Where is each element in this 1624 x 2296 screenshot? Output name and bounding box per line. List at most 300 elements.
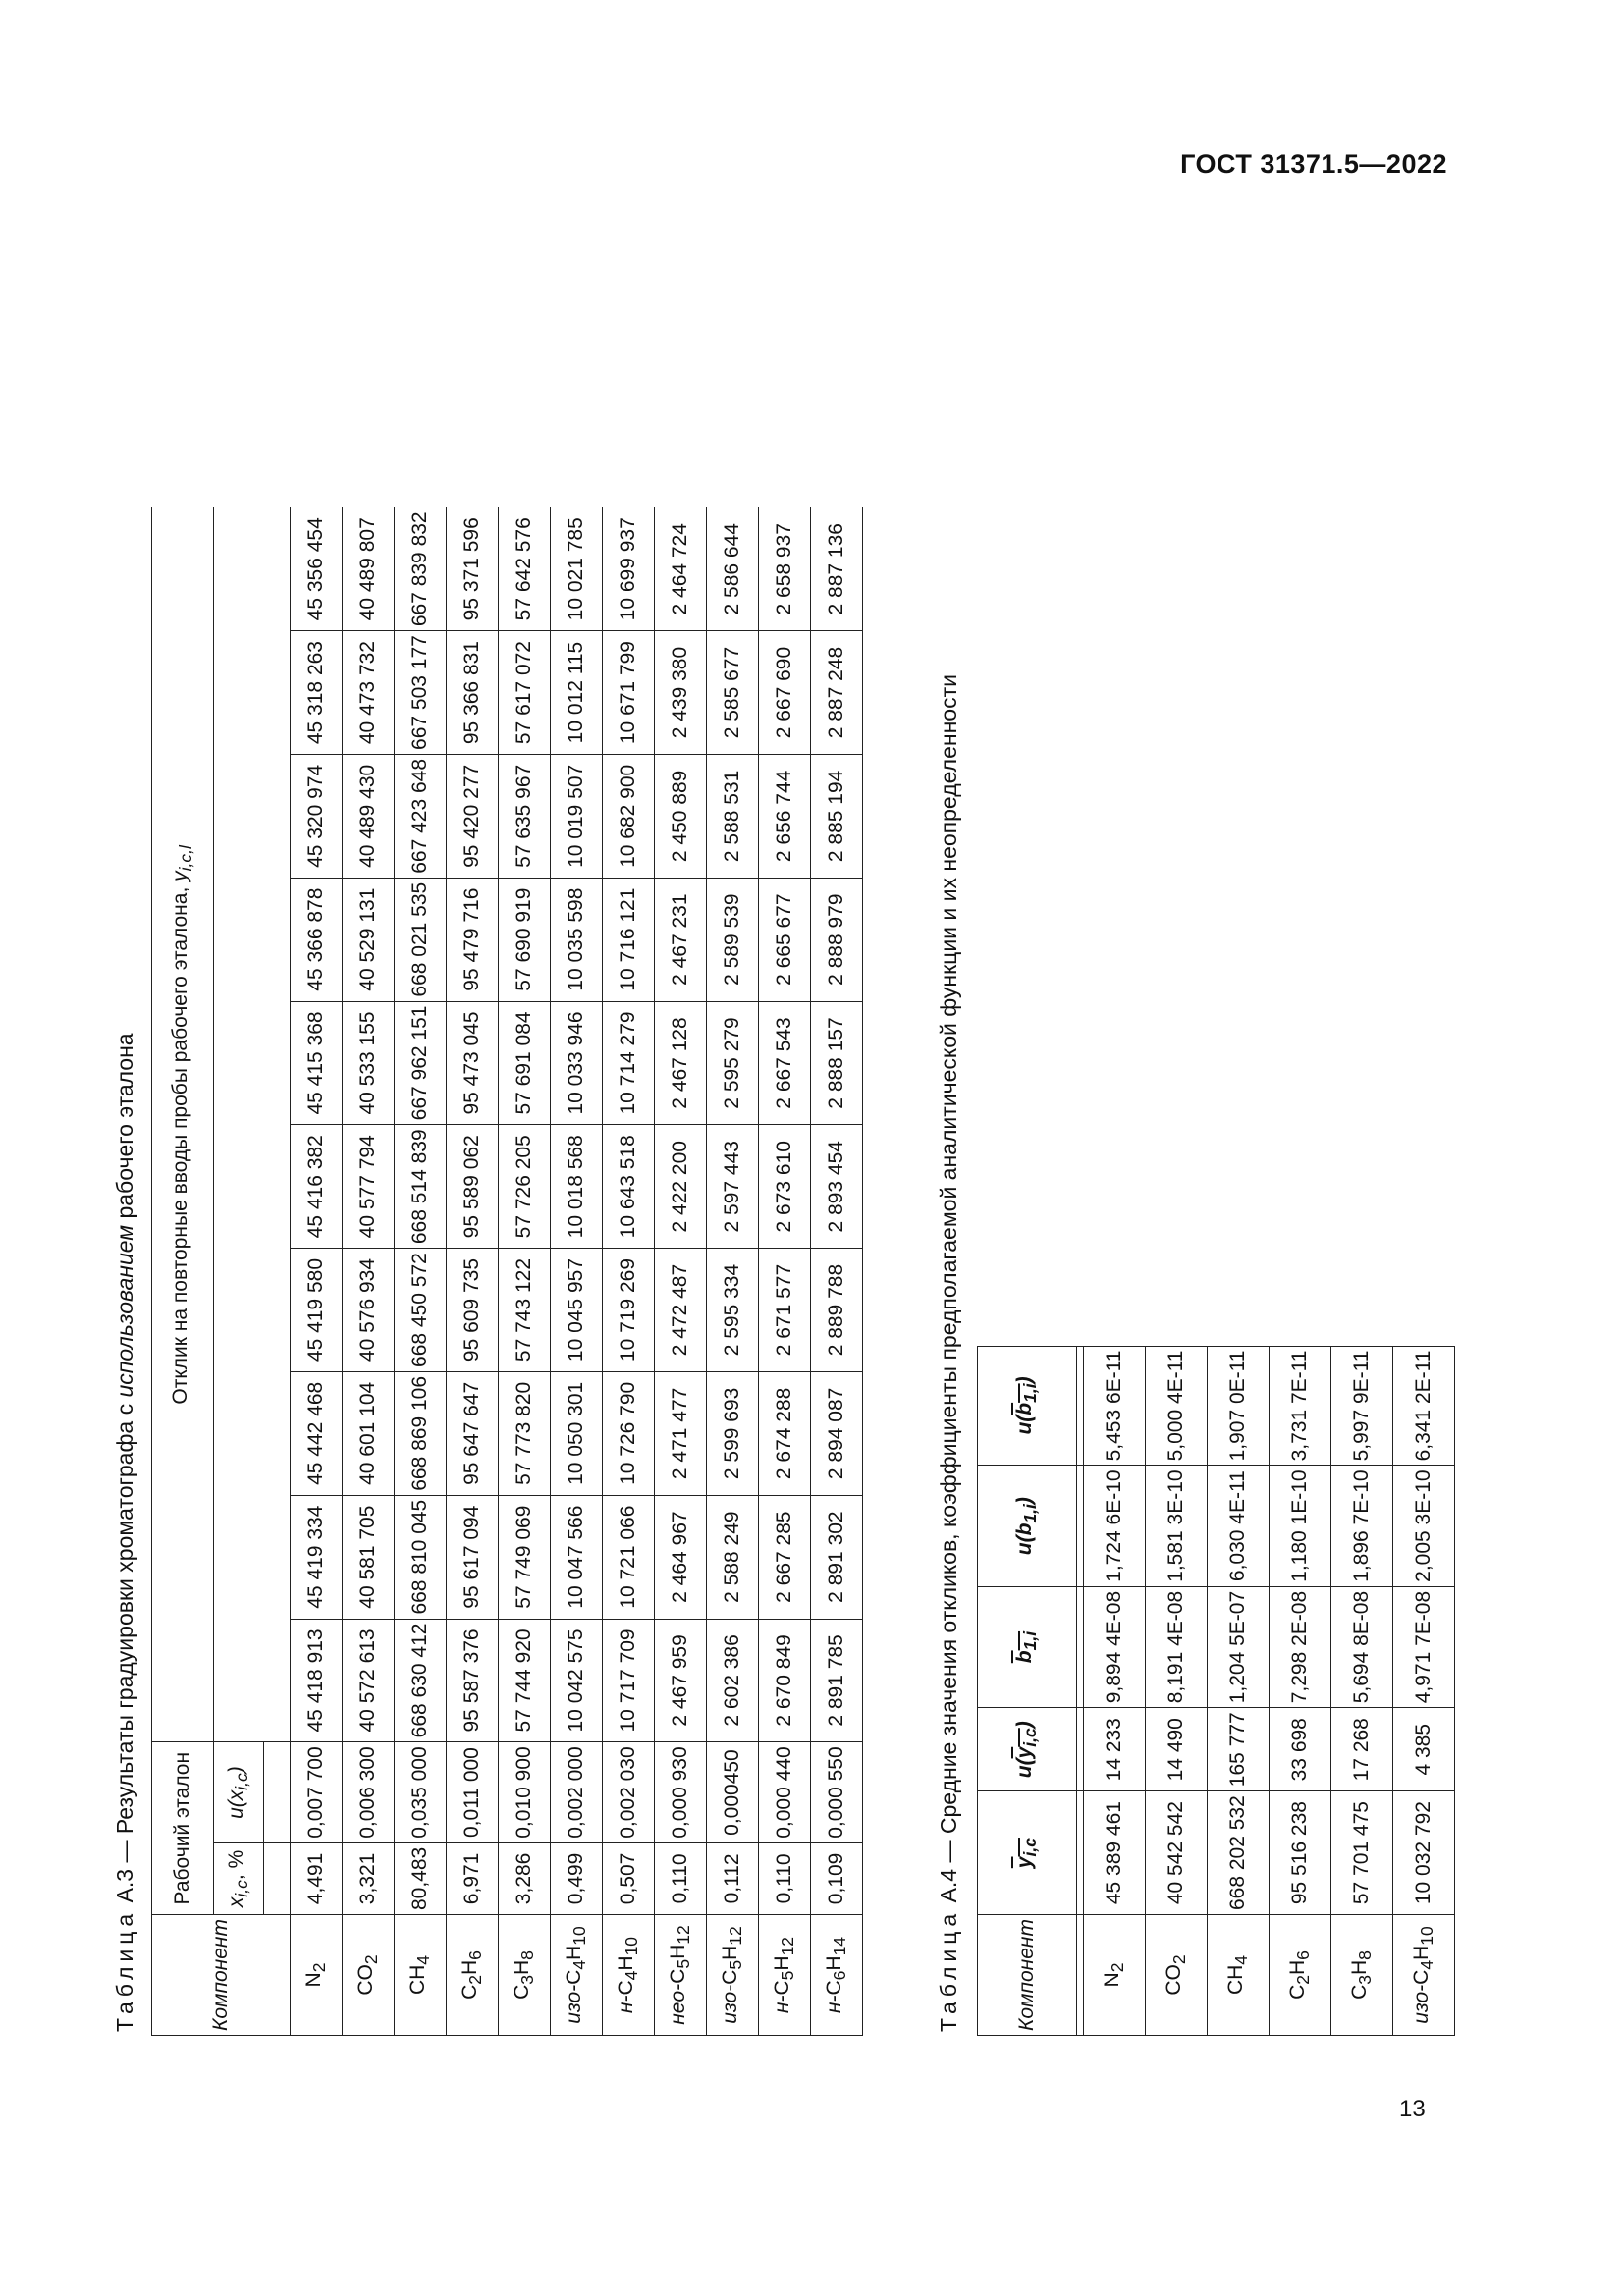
component-cell [499,1915,551,2036]
response-value-cell: 45 416 382 [291,1125,343,1249]
formula-subscript: 3 [1355,1975,1376,1985]
table-row [447,507,499,2036]
table-a3-header-row [152,507,214,2036]
formula-element: C [718,1969,741,1985]
formula-subscript: 2 [1169,1954,1190,1965]
component-prefix: н- [614,1995,637,2014]
value-cell: 95 516 238 [1270,1791,1331,1915]
table-row [603,507,655,2036]
symbol-subscript: 1,i [1020,1630,1041,1651]
response-value-cell: 2 888 979 [811,878,863,1001]
formula-element: CO [1162,1964,1185,1996]
response-value-cell: 2 667 285 [759,1495,811,1619]
symbol-prefix: u( [1012,1758,1036,1779]
formula-element: H [510,1959,533,1976]
xic-cell: 6,971 [447,1842,499,1914]
response-value-cell: 95 609 735 [447,1249,499,1372]
response-value-cell: 2 422 200 [655,1125,707,1249]
formula-subscript: 8 [517,1950,538,1960]
response-value-cell: 45 320 974 [291,754,343,878]
formula-element: CH [1223,1964,1247,1996]
formula-element: C [1285,1984,1309,2000]
formula-subscript: 4 [622,1970,642,1981]
response-value-cell: 45 418 913 [291,1619,343,1742]
xic-cell: 0,109 [811,1842,863,1914]
table-a3-number: А.3 [112,1868,137,1903]
xic-symbol: x [224,1896,247,1908]
response-value-cell: 95 371 596 [447,507,499,631]
header-u-b [978,1466,1077,1586]
formula-subscript: 12 [726,1926,746,1946]
formula-element: C [1409,1969,1433,1985]
table-a4-header-row [978,1346,1077,2035]
value-cell: 4 385 [1393,1708,1455,1791]
response-value-cell: 57 726 205 [499,1125,551,1249]
formula-subscript: 12 [674,1925,694,1945]
symbol-group [1012,1728,1041,1759]
value-cell: 1,896 7E-10 [1331,1466,1393,1586]
response-value-cell: 45 318 263 [291,631,343,755]
uxic-cell: 0,002 000 [551,1742,603,1842]
table-a3-caption: Таблица А.3 — Результаты градуировки хроматографа с использованием рабочего эталона [112,1033,137,2032]
component-cell [603,1915,655,2036]
formula-element: CH [406,1964,429,1996]
response-value-cell: 10 035 598 [551,878,603,1001]
value-cell: 14 233 [1084,1708,1146,1791]
response-value-cell: 2 467 231 [655,878,707,1001]
response-value-cell: 95 366 831 [447,631,499,755]
table-row [1208,1346,1270,2035]
value-cell: 57 701 475 [1331,1791,1393,1915]
table-a3-header-row [214,507,264,2036]
symbol-subscript: i,c [1020,1838,1041,1857]
response-value-cell: 57 743 122 [499,1249,551,1372]
component-prefix: нео- [666,1983,689,2025]
table-row [759,507,811,2036]
response-value-cell: 2 888 157 [811,1001,863,1125]
formula-subscript: 4 [1231,1954,1252,1965]
response-value-cell: 668 021 535 [395,878,447,1001]
xic-cell: 0,110 [655,1842,707,1914]
response-value-cell: 2 887 248 [811,631,863,755]
symbol-suffix: ) [1012,1721,1036,1729]
component-prefix: н- [770,1995,793,2014]
response-value-cell: 57 749 069 [499,1495,551,1619]
response-value-cell: 2 472 487 [655,1249,707,1372]
header-working-standard: Рабочий эталон [152,1742,214,1915]
response-value-cell: 2 595 334 [707,1249,759,1372]
formula-subscript: 12 [778,1936,798,1956]
component-cell [291,1915,343,2036]
value-cell: 6,030 4E-11 [1208,1466,1270,1586]
formula-subscript: 4 [1417,1959,1437,1970]
symbol-group [1012,1383,1041,1415]
component-prefix: изо- [1409,1984,1433,2024]
header-response-subscript: i,c,l [176,845,196,872]
response-value-cell: 2 450 889 [655,754,707,878]
value-cell: 1,724 6E-10 [1084,1466,1146,1586]
table-row [1084,1346,1146,2035]
value-cell: 33 698 [1270,1708,1331,1791]
value-cell: 5,453 6E-11 [1084,1346,1146,1466]
symbol-suffix: ) [1012,1376,1036,1384]
response-value-cell: 57 635 967 [499,754,551,878]
uxic-cell: 0,011 000 [447,1742,499,1842]
response-value-cell: 2 589 539 [707,878,759,1001]
header-u-b-mean [978,1346,1077,1466]
header-response [152,507,214,1742]
formula-subscript: 2 [309,1962,330,1973]
response-value-cell: 10 018 568 [551,1125,603,1249]
response-value-cell: 40 529 131 [343,878,395,1001]
formula-subscript: 4 [569,1959,590,1970]
formula-element: C [458,1984,481,2000]
symbol-suffix: ) [1012,1497,1036,1505]
formula-element: N [1100,1972,1123,1988]
uxic-cell: 0,002 030 [603,1742,655,1842]
symbol-group [1012,1838,1041,1869]
xic-cell: 0,507 [603,1842,655,1914]
table-row [1331,1346,1393,2035]
value-cell: 1,907 0E-11 [1208,1346,1270,1466]
xic-cell: 0,112 [707,1842,759,1914]
response-value-cell: 95 647 647 [447,1371,499,1495]
response-value-cell: 10 699 937 [603,507,655,631]
response-value-cell: 40 581 705 [343,1495,395,1619]
formula-subscript: 5 [778,1970,798,1981]
response-value-cell: 2 674 288 [759,1371,811,1495]
xic-cell: 4,491 [291,1842,343,1914]
symbol-subscript: i,c [1020,1728,1041,1747]
component-cell [1208,1915,1270,2036]
response-value-cell: 2 588 531 [707,754,759,878]
value-cell: 3,731 7E-11 [1270,1346,1331,1466]
component-prefix: изо- [718,1984,741,2024]
value-cell: 9,894 4E-08 [1084,1586,1146,1707]
response-value-cell: 10 045 957 [551,1249,603,1372]
response-value-cell: 668 450 572 [395,1249,447,1372]
response-value-cell: 10 019 507 [551,754,603,878]
response-value-cell: 40 473 732 [343,631,395,755]
formula-subscript: 8 [1355,1950,1376,1960]
component-cell [1270,1915,1331,2036]
spacer-cell [1077,1791,1084,1915]
response-value-cell: 668 869 106 [395,1371,447,1495]
component-cell [1393,1915,1455,2036]
formula-element: H [822,1955,845,1971]
formula-subscript: 5 [726,1959,746,1970]
response-value-cell: 95 589 062 [447,1125,499,1249]
header-xic [214,1842,264,1914]
response-value-cell: 40 533 155 [343,1001,395,1125]
formula-subscript: 5 [674,1958,694,1969]
spacer-cell [1077,1466,1084,1586]
table-row [707,507,759,2036]
xic-cell: 0,110 [759,1842,811,1914]
response-value-cell: 2 464 724 [655,507,707,631]
response-value-cell: 10 671 799 [603,631,655,755]
table-row [811,507,863,2036]
response-value-cell: 45 356 454 [291,507,343,631]
component-cell [811,1915,863,2036]
header-uxic [214,1742,264,1842]
table-a3 [151,507,863,2036]
formula-element: C [510,1984,533,2000]
uxic-cell: 0,035 000 [395,1742,447,1842]
value-cell: 1,581 3E-10 [1146,1466,1208,1586]
table-a3-label: Таблица [112,1908,137,2032]
response-value-cell: 45 419 580 [291,1249,343,1372]
formula-subscript: 2 [1108,1962,1128,1973]
response-value-cell: 2 893 454 [811,1125,863,1249]
xic-unit: , % [224,1849,247,1881]
response-value-cell: 668 630 412 [395,1619,447,1742]
response-value-cell: 2 595 279 [707,1001,759,1125]
symbol: b [1012,1402,1036,1415]
component-cell [655,1915,707,2036]
header-b-mean [978,1586,1077,1707]
table-row [1146,1346,1208,2035]
formula-subscript: 10 [1417,1926,1437,1946]
value-cell: 4,971 7E-08 [1393,1586,1455,1707]
uxic-cell: 0,006 300 [343,1742,395,1842]
uxic-prefix: u( [224,1800,247,1819]
component-prefix: н- [822,1995,845,2014]
response-value-cell: 2 667 543 [759,1001,811,1125]
response-value-cell: 2 889 788 [811,1249,863,1372]
response-value-cell: 667 962 151 [395,1001,447,1125]
response-value-cell: 10 714 279 [603,1001,655,1125]
response-value-cell: 2 602 386 [707,1619,759,1742]
value-cell: 6,341 2E-11 [1393,1346,1455,1466]
value-cell: 40 542 542 [1146,1791,1208,1915]
value-cell: 10 032 792 [1393,1791,1455,1915]
formula-element: CO [353,1964,377,1996]
formula-element: H [614,1955,637,1971]
response-value-cell: 668 514 839 [395,1125,447,1249]
table-row [499,507,551,2036]
response-value-cell: 2 585 677 [707,631,759,755]
response-value-cell: 2 673 610 [759,1125,811,1249]
response-value-cell: 2 885 194 [811,754,863,878]
header-response-symbol: y [168,871,191,881]
response-value-cell: 10 726 790 [603,1371,655,1495]
value-cell: 5,000 4E-11 [1146,1346,1208,1466]
response-value-cell: 2 464 967 [655,1495,707,1619]
response-value-cell: 2 467 128 [655,1001,707,1125]
response-value-cell: 10 033 946 [551,1001,603,1125]
xic-cell: 80,483 [395,1842,447,1914]
formula-subscript: 6 [1293,1950,1314,1960]
response-value-cell: 95 420 277 [447,754,499,878]
response-value-cell: 40 489 807 [343,507,395,631]
response-value-cell: 2 597 443 [707,1125,759,1249]
response-value-cell: 10 721 066 [603,1495,655,1619]
component-cell [707,1915,759,2036]
formula-element: H [718,1945,741,1960]
component-cell [447,1915,499,2036]
formula-subscript: 2 [465,1975,486,1985]
table-a4-number: А.4 [936,1868,961,1903]
spacer-cell [1077,1346,1084,1466]
uxic-cell: 0,000 550 [811,1742,863,1842]
symbol: b [1012,1522,1036,1536]
symbol: y [1012,1856,1036,1869]
header-response-text: Отклик на повторные вводы пробы рабочего эталона, [168,881,191,1405]
value-cell: 14 490 [1146,1708,1208,1791]
formula-subscript: 6 [830,1970,850,1981]
formula-element: H [1347,1959,1371,1976]
component-cell [1084,1915,1146,2036]
table-a4-label: Таблица [936,1908,961,2032]
symbol: y [1012,1746,1036,1759]
header-blank [264,1742,291,1842]
response-value-cell: 40 601 104 [343,1371,395,1495]
response-value-cell: 2 467 959 [655,1619,707,1742]
response-value-cell: 57 690 919 [499,878,551,1001]
xic-cell: 0,499 [551,1842,603,1914]
formula-subscript: 14 [830,1936,850,1956]
response-value-cell: 2 656 744 [759,754,811,878]
table-row [1393,1346,1455,2035]
response-value-cell: 667 503 177 [395,631,447,755]
response-value-cell: 10 050 301 [551,1371,603,1495]
formula-element: H [1409,1945,1433,1960]
header-response-blank [214,507,291,1742]
response-value-cell: 40 577 794 [343,1125,395,1249]
symbol: b [1012,1650,1036,1664]
symbol-group [1012,1630,1041,1664]
value-cell: 1,180 1E-10 [1270,1466,1331,1586]
uxic-cell: 0,000 440 [759,1742,811,1842]
formula-element: H [666,1944,689,1959]
response-value-cell: 45 419 334 [291,1495,343,1619]
symbol-subscript: 1,i [1020,1504,1041,1523]
formula-element: H [458,1959,481,1976]
formula-element: C [614,1980,637,1996]
response-value-cell: 2 439 380 [655,631,707,755]
response-value-cell: 2 894 087 [811,1371,863,1495]
header-y-mean [978,1791,1077,1915]
uxic-symbol: x [224,1789,247,1801]
page-number: 13 [1399,2096,1426,2122]
formula-element: H [770,1955,793,1971]
response-value-cell: 95 587 376 [447,1619,499,1742]
component-cell [551,1915,603,2036]
response-value-cell: 45 415 368 [291,1001,343,1125]
table-row [343,507,395,2036]
table-row [1270,1346,1331,2035]
uxic-suffix: ) [224,1766,247,1774]
value-cell: 17 268 [1331,1708,1393,1791]
formula-subscript: 3 [517,1975,538,1985]
value-cell: 1,204 5E-07 [1208,1586,1270,1707]
symbol-group [1012,1504,1041,1536]
response-value-cell: 95 479 716 [447,878,499,1001]
response-value-cell: 2 891 785 [811,1619,863,1742]
uxic-cell: 0,007 700 [291,1742,343,1842]
header-component: Компонент [978,1915,1077,2036]
formula-element: C [770,1980,793,1996]
value-cell: 8,191 4E-08 [1146,1586,1208,1707]
uxic-subscript: i,c [232,1773,252,1790]
component-cell [759,1915,811,2036]
response-value-cell: 2 887 136 [811,507,863,631]
formula-element: H [562,1945,585,1960]
spacer-cell [1077,1708,1084,1791]
uxic-cell: 0,010 900 [499,1742,551,1842]
header-u-y-mean [978,1708,1077,1791]
uxic-cell: 0,000450 [707,1742,759,1842]
xic-cell: 3,321 [343,1842,395,1914]
response-value-cell: 57 691 084 [499,1001,551,1125]
response-value-cell: 57 617 072 [499,631,551,755]
response-value-cell: 45 366 878 [291,878,343,1001]
value-cell: 2,005 3E-10 [1393,1466,1455,1586]
response-value-cell: 10 643 518 [603,1125,655,1249]
value-cell: 7,298 2E-08 [1270,1586,1331,1707]
response-value-cell: 10 042 575 [551,1619,603,1742]
response-value-cell: 667 839 832 [395,507,447,631]
response-value-cell: 40 489 430 [343,754,395,878]
table-a4-caption: Таблица А.4 — Средние значения откликов, коэффициенты предполагаемой аналитической функции и их неопределенности [936,674,961,2032]
symbol-subscript: 1,i [1020,1383,1041,1403]
response-value-cell: 10 719 269 [603,1249,655,1372]
response-value-cell: 2 671 577 [759,1249,811,1372]
formula-element: C [562,1969,585,1985]
value-cell: 5,694 8E-08 [1331,1586,1393,1707]
formula-subscript: 2 [361,1954,382,1965]
component-cell [343,1915,395,2036]
response-value-cell: 668 810 045 [395,1495,447,1619]
symbol-prefix: u( [1012,1535,1036,1556]
formula-element: N [301,1972,325,1988]
response-value-cell: 95 473 045 [447,1001,499,1125]
response-value-cell: 667 423 648 [395,754,447,878]
response-value-cell: 57 773 820 [499,1371,551,1495]
response-value-cell: 95 617 094 [447,1495,499,1619]
spacer-cell [1077,1915,1084,2036]
response-value-cell: 2 471 477 [655,1371,707,1495]
formula-subscript: 6 [465,1950,486,1960]
response-value-cell: 2 667 690 [759,631,811,755]
component-cell [1146,1915,1208,2036]
xic-subscript: i,c [232,1880,252,1897]
response-value-cell: 45 442 468 [291,1371,343,1495]
table-a4-spacer-row [1077,1346,1084,2035]
response-value-cell: 40 576 934 [343,1249,395,1372]
formula-subscript: 2 [1293,1975,1314,1985]
response-value-cell: 10 047 566 [551,1495,603,1619]
formula-subscript: 10 [569,1926,590,1946]
response-value-cell: 10 717 709 [603,1619,655,1742]
formula-element: C [666,1968,689,1984]
response-value-cell: 2 599 693 [707,1371,759,1495]
value-cell: 668 202 532 [1208,1791,1270,1915]
response-value-cell: 57 744 920 [499,1619,551,1742]
formula-element: H [1285,1959,1309,1976]
response-value-cell: 40 572 613 [343,1619,395,1742]
table-row [291,507,343,2036]
formula-subscript: 4 [413,1954,434,1965]
formula-element: C [822,1980,845,1996]
response-value-cell: 2 891 302 [811,1495,863,1619]
component-prefix: изо- [562,1984,585,2024]
symbol-prefix: u( [1012,1415,1036,1435]
response-value-cell: 10 021 785 [551,507,603,631]
response-value-cell: 2 588 249 [707,1495,759,1619]
response-value-cell: 2 670 849 [759,1619,811,1742]
